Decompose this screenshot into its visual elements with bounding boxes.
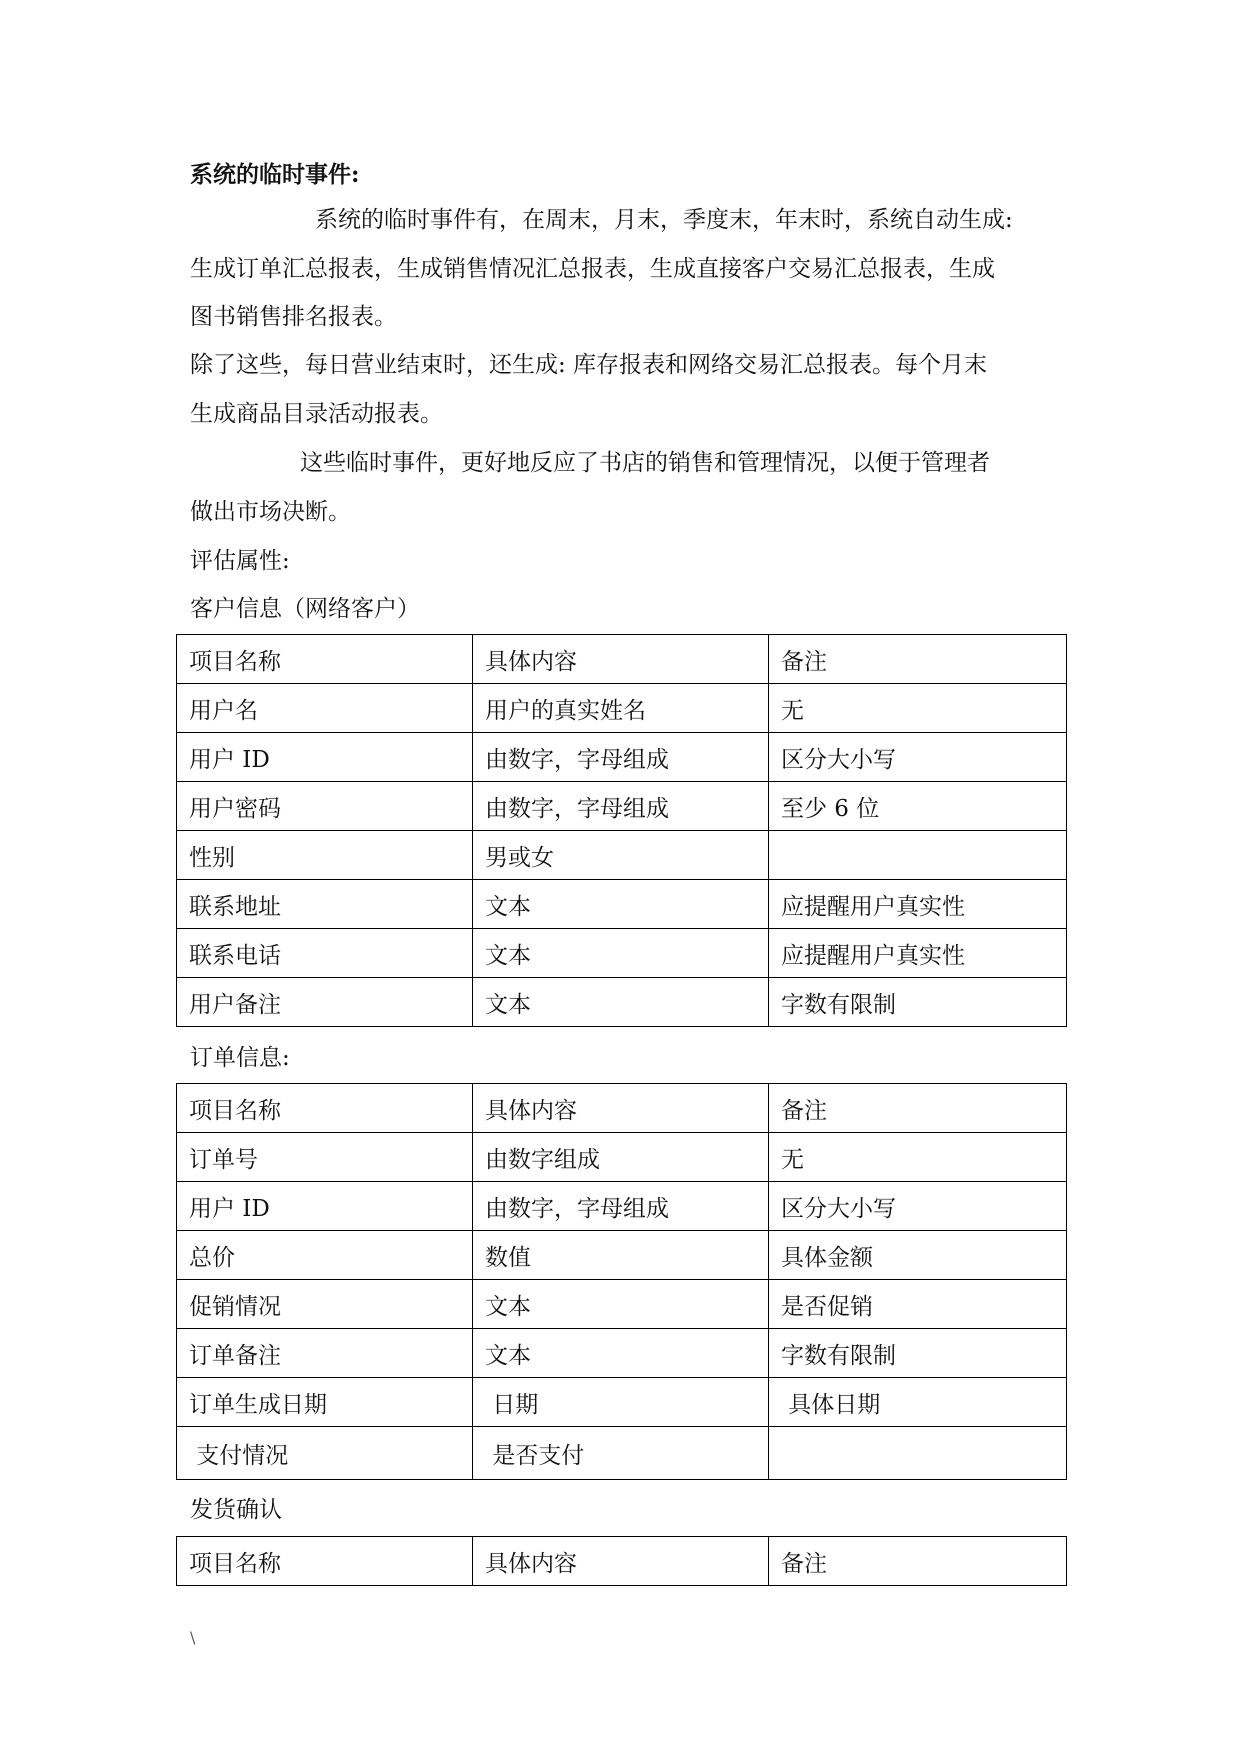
table-cell: 总价 [177,1231,473,1280]
table-cell: 无 [769,1133,1067,1182]
table-row [177,1182,1067,1231]
table-cell: 是否促销 [769,1280,1067,1329]
table-cell: 无 [769,684,1067,733]
table-row [177,929,1067,978]
table-cell: 联系地址 [177,880,473,929]
table-row [177,782,1067,831]
paragraph-line: 做出市场决断。 [190,499,351,525]
paragraph-line: 生成商品目录活动报表。 [190,401,443,427]
order-info-table [176,1083,1067,1480]
table-cell: 订单生成日期 [177,1378,473,1427]
eval-attributes-label: 评估属性: [190,548,290,574]
table-cell: 具体日期 [769,1378,1067,1427]
table-cell: 由数字，字母组成 [473,733,769,782]
table-row [177,978,1067,1027]
paragraph-line: 这些临时事件，更好地反应了书店的销售和管理情况，以便于管理者 [300,450,990,476]
table-cell: 日期 [473,1378,769,1427]
footer-mark: \ [190,1628,196,1647]
header-cell: 备注 [769,1537,1067,1586]
table-cell [769,1427,1067,1480]
paragraph-line: 除了这些，每日营业结束时，还生成: 库存报表和网络交易汇总报表。每个月末 [190,352,988,378]
table-cell: 男或女 [473,831,769,880]
header-cell: 项目名称 [177,635,473,684]
table-cell: 字数有限制 [769,978,1067,1027]
table-cell: 订单号 [177,1133,473,1182]
shipping-table-caption: 发货确认 [190,1497,282,1523]
table-cell: 用户密码 [177,782,473,831]
table-cell: 用户名 [177,684,473,733]
table-cell: 区分大小写 [769,733,1067,782]
table-header-row [177,635,1067,684]
table-cell: 用户 ID [177,1182,473,1231]
table-cell: 促销情况 [177,1280,473,1329]
paragraph-line: 图书销售排名报表。 [190,304,397,330]
table-cell: 文本 [473,978,769,1027]
table-cell: 字数有限制 [769,1329,1067,1378]
header-cell: 项目名称 [177,1537,473,1586]
table-row [177,1427,1067,1480]
table-cell: 由数字，字母组成 [473,1182,769,1231]
table-cell: 用户 ID [177,733,473,782]
header-cell: 具体内容 [473,1537,769,1586]
order-table-caption: 订单信息: [190,1045,290,1071]
header-cell: 具体内容 [473,1084,769,1133]
header-cell: 备注 [769,635,1067,684]
table-cell: 是否支付 [473,1427,769,1480]
table-row [177,831,1067,880]
table-header-row [177,1537,1067,1586]
header-cell: 备注 [769,1084,1067,1133]
table-cell: 联系电话 [177,929,473,978]
table-row [177,880,1067,929]
table-cell: 应提醒用户真实性 [769,929,1067,978]
table-row [177,1133,1067,1182]
table-cell: 数值 [473,1231,769,1280]
table-cell: 文本 [473,929,769,978]
customer-info-table [176,634,1067,1027]
customer-table-caption: 客户信息（网络客户） [190,596,420,622]
paragraph-line: 生成订单汇总报表，生成销售情况汇总报表，生成直接客户交易汇总报表，生成 [190,256,995,282]
table-row [177,1378,1067,1427]
table-row [177,1231,1067,1280]
table-cell: 具体金额 [769,1231,1067,1280]
table-cell: 文本 [473,1280,769,1329]
table-cell: 区分大小写 [769,1182,1067,1231]
table-cell: 文本 [473,880,769,929]
table-cell [769,831,1067,880]
table-row [177,1280,1067,1329]
paragraph-line: 系统的临时事件有，在周末，月末，季度末，年末时，系统自动生成: [315,207,1013,233]
table-row [177,1329,1067,1378]
table-cell: 性别 [177,831,473,880]
header-cell: 具体内容 [473,635,769,684]
table-cell: 至少 6 位 [769,782,1067,831]
section-title: 系统的临时事件: [190,161,360,188]
table-cell: 由数字组成 [473,1133,769,1182]
table-row [177,684,1067,733]
header-cell: 项目名称 [177,1084,473,1133]
table-cell: 由数字，字母组成 [473,782,769,831]
table-row [177,733,1067,782]
table-cell: 用户备注 [177,978,473,1027]
table-cell: 应提醒用户真实性 [769,880,1067,929]
shipping-confirm-table [176,1536,1067,1586]
table-cell: 支付情况 [177,1427,473,1480]
table-cell: 用户的真实姓名 [473,684,769,733]
table-cell: 文本 [473,1329,769,1378]
table-header-row [177,1084,1067,1133]
table-cell: 订单备注 [177,1329,473,1378]
